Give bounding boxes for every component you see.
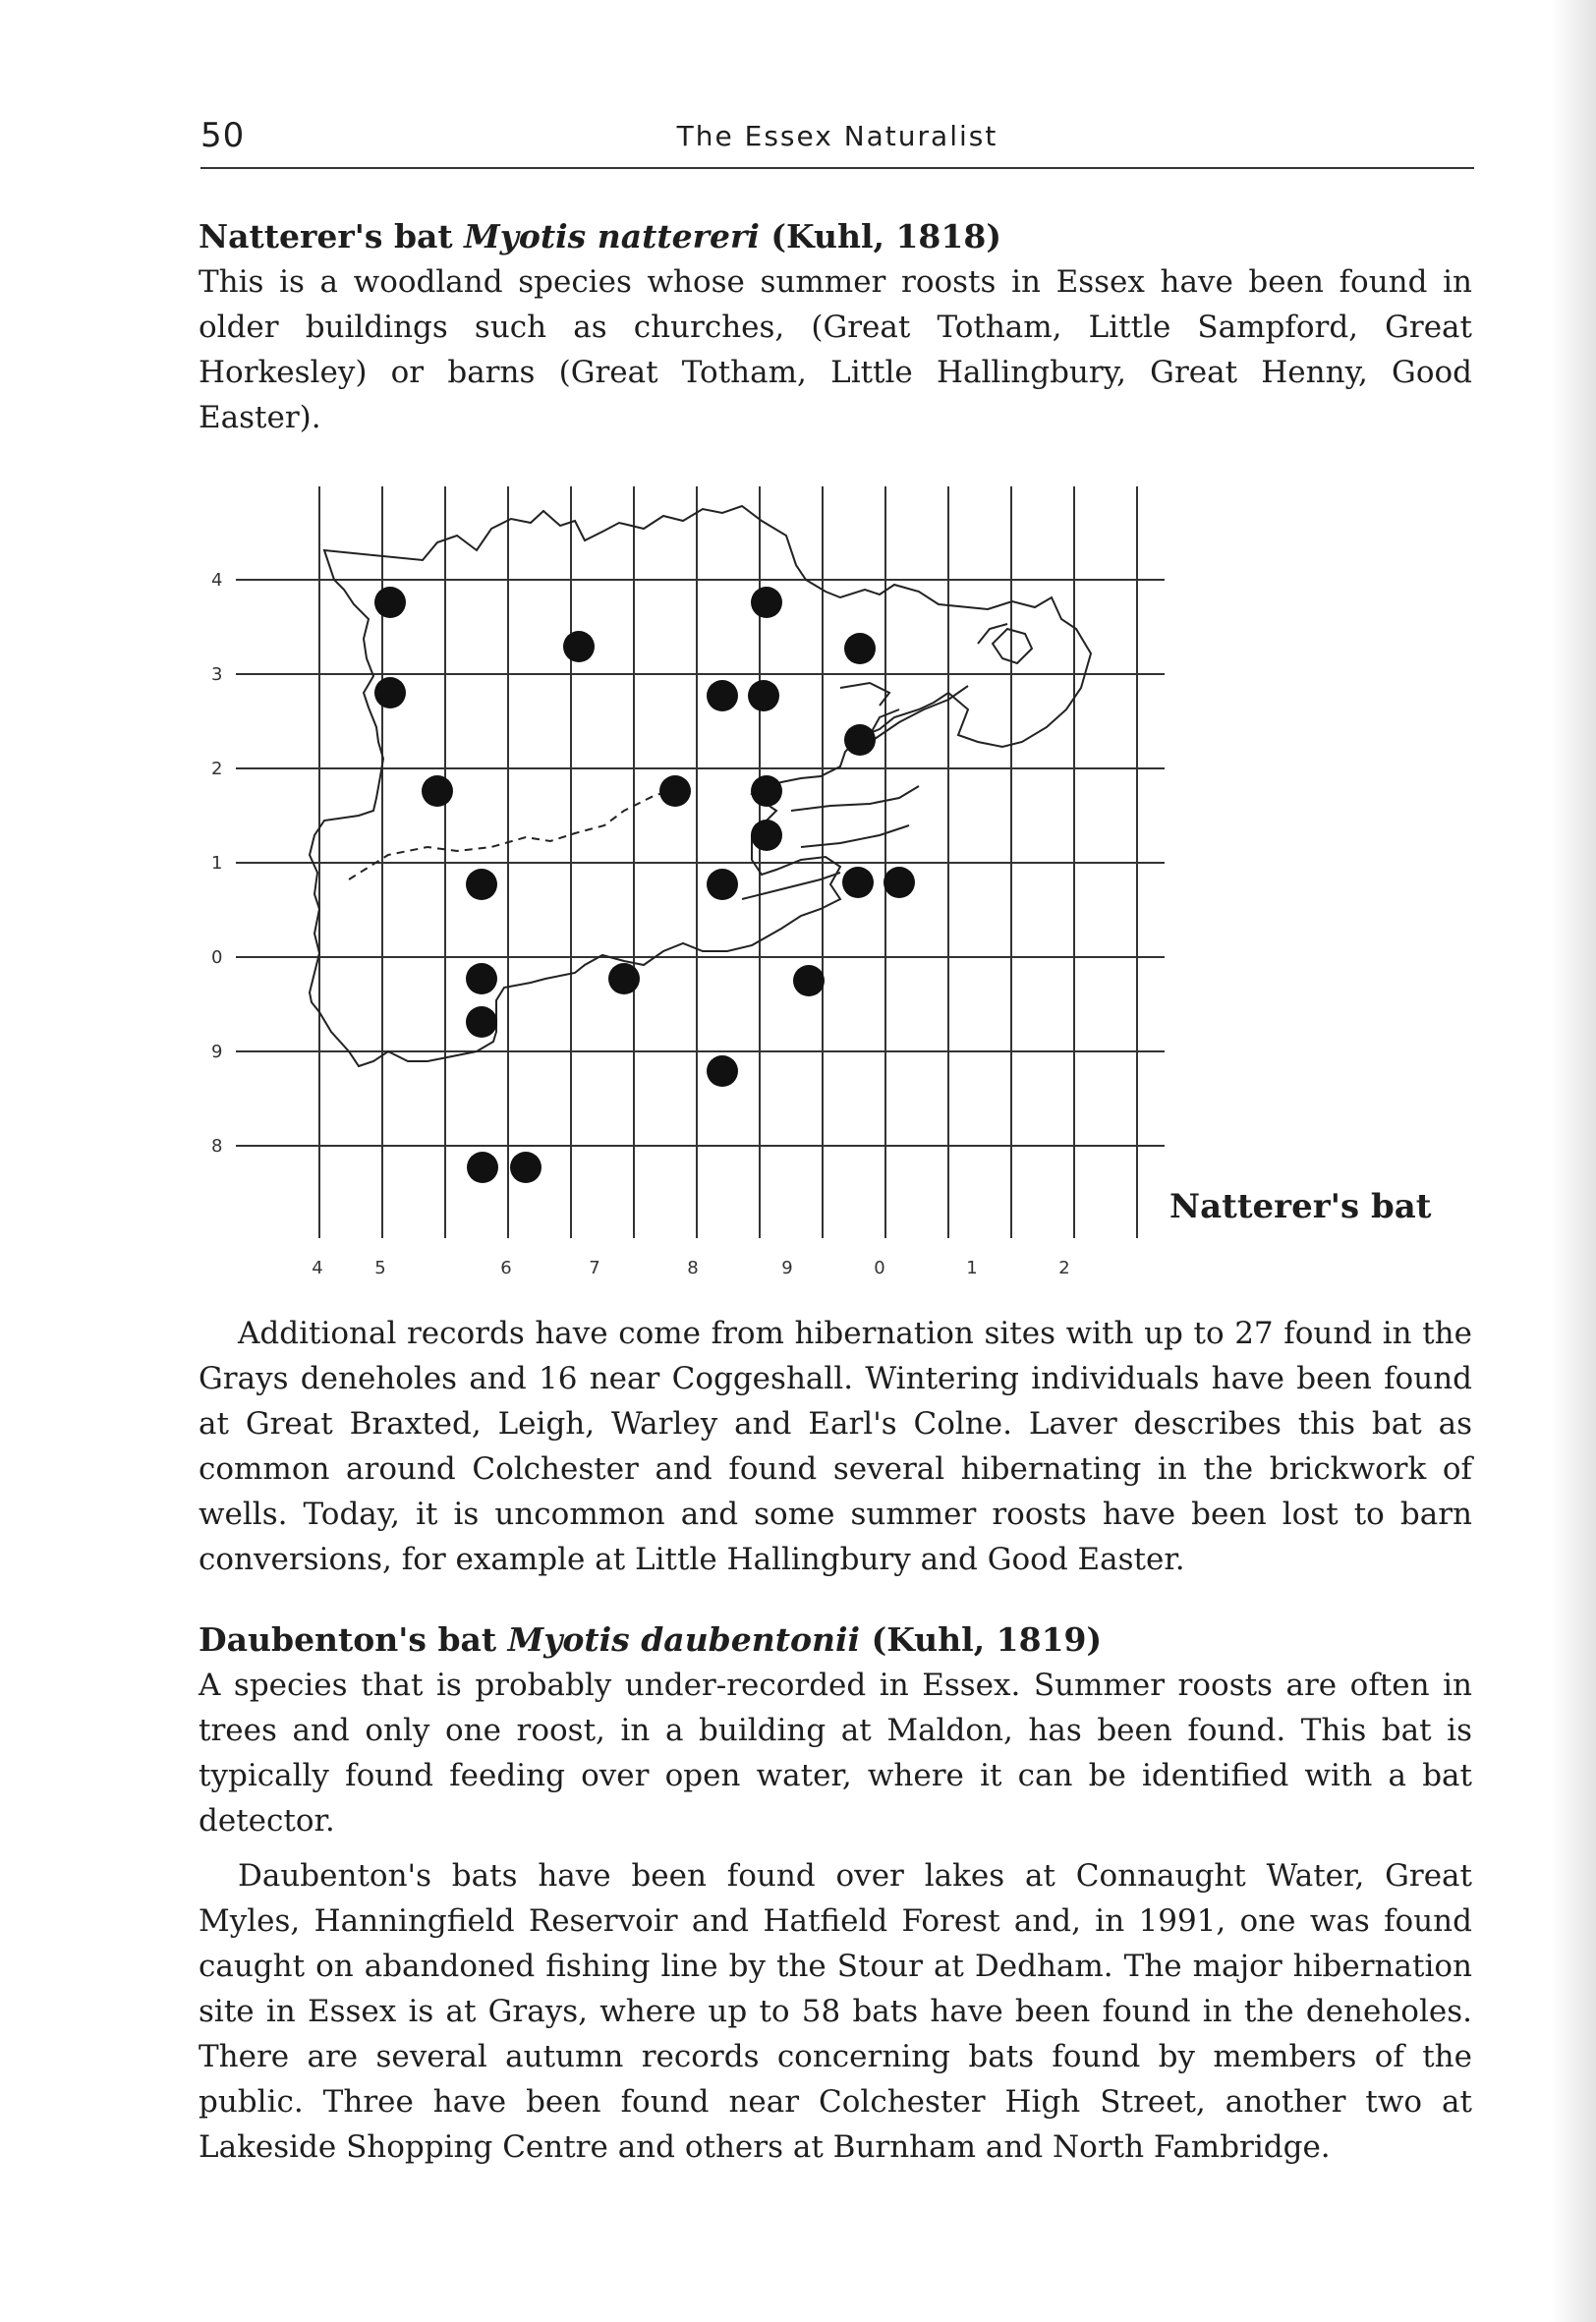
natterer-authority: (Kuhl, 1818) [770, 217, 1001, 255]
y-label-9: 9 [211, 1042, 223, 1062]
natterer-section [199, 214, 1472, 440]
record-dot [707, 680, 738, 711]
map-axis-labels [211, 570, 1070, 1278]
daubenton-paragraph-2: Daubenton's bats have been found over lakes at Connaught Water, Great Myles, Hanningfield Reservoir and Hatfield Forest and, in 1991, one was found caught on abandoned fishing line by the Stour at Dedham. The major hibernation site in Essex is at Grays, where up to 58 bats have been found in the deneholes. There are several autumn records concerning bats found by members of the public. Three have been found near Colchester High Street, another two at Lakeside Shopping Centre and others at Burnham and North Fambridge. [199, 1858, 1472, 2165]
y-label-3: 3 [211, 664, 223, 685]
x-label-0: 0 [874, 1258, 885, 1278]
x-label-1: 1 [966, 1258, 978, 1278]
daubenton-section [199, 1617, 1472, 2170]
record-dot [422, 775, 453, 807]
natterer-common-name: Natterer's bat [199, 217, 453, 255]
record-dot [844, 724, 876, 756]
record-dot [608, 963, 640, 994]
record-dot [751, 775, 782, 807]
record-dot [707, 869, 738, 900]
map-caption: Natterer's bat [1169, 1187, 1432, 1226]
natterer-scientific-name: Myotis nattereri [464, 217, 760, 255]
record-dot [466, 963, 497, 994]
x-label-6: 6 [500, 1258, 512, 1278]
x-label-2: 2 [1058, 1258, 1070, 1278]
natterer-heading [199, 214, 1472, 259]
record-dot [884, 867, 915, 898]
y-label-4: 4 [211, 570, 223, 591]
record-dot [751, 820, 782, 851]
record-dot [842, 867, 874, 898]
natterer-intro-paragraph: This is a woodland species whose summer roosts in Essex have been found in older buildings such as churches, (Great Totham, Little Sampford, Great Horkesley) or barns (Great Totham, Little Hallingbury, Great Henny, Good Easter). [199, 264, 1472, 435]
y-label-8: 8 [211, 1136, 223, 1157]
daubenton-paragraph-1: A species that is probably under-recorded in Essex. Summer roosts are often in trees and only one roost, in a building at Maldon, has been found. This bat is typically found feeding over open water, where it can be identified with a bat detector. [199, 1668, 1472, 1839]
x-label-4: 4 [312, 1258, 323, 1278]
record-dot [844, 633, 876, 664]
x-label-7: 7 [589, 1258, 600, 1278]
record-dot [466, 869, 497, 900]
daubenton-authority: (Kuhl, 1819) [871, 1620, 1103, 1659]
x-label-9: 9 [781, 1258, 793, 1278]
x-label-5: 5 [374, 1258, 386, 1278]
natterer-distribution-map [192, 481, 1174, 1287]
record-dot [793, 965, 825, 996]
page-edge-shadow [1551, 0, 1596, 2322]
y-label-0: 0 [211, 947, 223, 968]
record-dot [748, 680, 779, 711]
record-dot [563, 631, 595, 662]
record-dot [374, 587, 406, 618]
record-dot [374, 677, 406, 708]
page-header [200, 110, 1474, 169]
daubenton-common-name: Daubenton's bat [199, 1620, 497, 1659]
record-dot [466, 1006, 497, 1038]
daubenton-heading [199, 1617, 1472, 1663]
daubenton-scientific-name: Myotis daubentonii [507, 1620, 861, 1659]
record-dot [707, 1055, 738, 1087]
record-dot [467, 1152, 498, 1183]
record-dot [751, 587, 782, 618]
record-dots [374, 587, 915, 1183]
x-label-8: 8 [687, 1258, 699, 1278]
y-label-1: 1 [211, 853, 223, 874]
record-dot [510, 1152, 542, 1183]
running-title: The Essex Naturalist [676, 120, 998, 152]
page-number: 50 [200, 116, 246, 155]
y-label-2: 2 [211, 759, 223, 779]
record-dot [659, 775, 691, 807]
natterer-records-paragraph: Additional records have come from hibernation sites with up to 27 found in the Grays deneholes and 16 near Coggeshall. Wintering individuals have been found at Great Braxted, Leigh, Warley and Earl's Colne. Laver describes this bat as common around Colchester and found several hibernating in the brickwork of wells. Today, it is uncommon and some summer roosts have been lost to barn conversions, for example at Little Hallingbury and Good Easter. [199, 1316, 1472, 1577]
natterer-records-section [199, 1311, 1472, 1582]
